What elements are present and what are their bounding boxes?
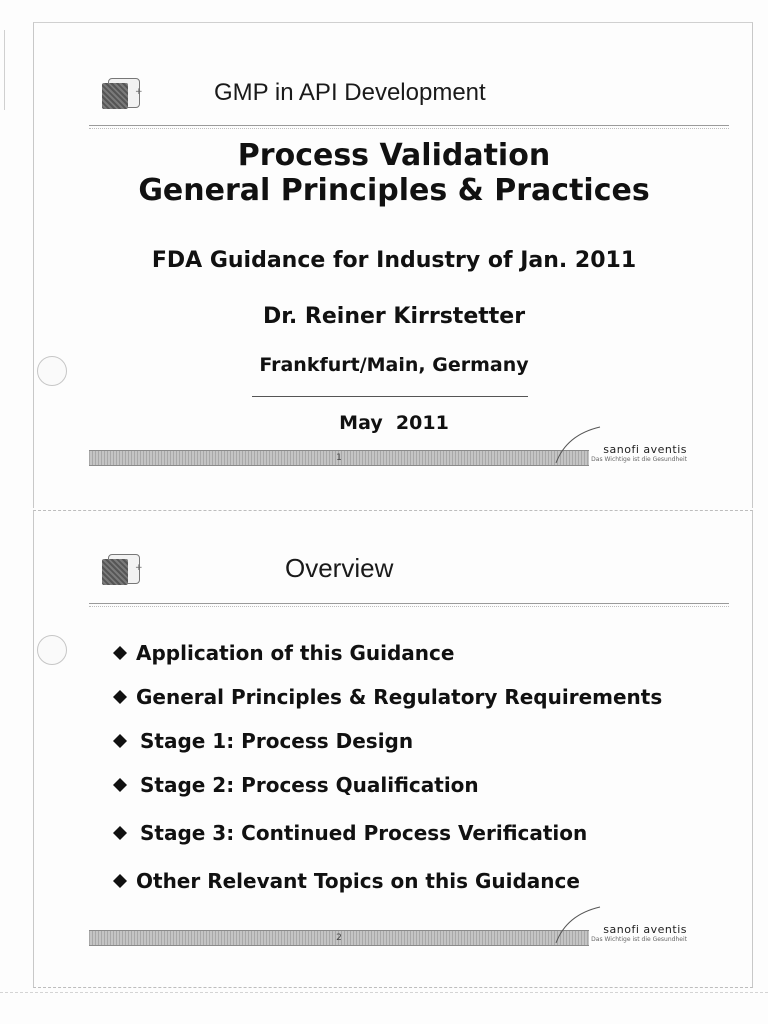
slide-title-line-1: Process Validation <box>237 138 551 173</box>
diamond-bullet-icon <box>112 777 128 793</box>
author-name: Dr. Reiner Kirrstetter <box>262 304 526 329</box>
header-rule <box>89 125 729 129</box>
overview-bullet-list <box>112 631 732 903</box>
brand-tagline: Das Wichtige ist die Gesundheit <box>591 456 687 463</box>
footer-bar <box>89 930 589 946</box>
footer-bar <box>89 450 589 466</box>
author-location: Frankfurt/Main, Germany <box>259 354 529 376</box>
brand-name: sanofi aventis <box>603 443 687 456</box>
list-item <box>112 719 732 763</box>
overlapping-squares-icon: + <box>102 75 142 113</box>
list-item <box>112 675 732 719</box>
header-rule <box>89 603 729 607</box>
slide-header: GMP in API Development <box>214 79 486 106</box>
brand-name: sanofi aventis <box>603 923 687 936</box>
diamond-bullet-icon <box>112 645 128 661</box>
page-bottom-edge <box>0 992 768 993</box>
brand-logo <box>577 923 687 943</box>
bullet-text: General Principles & Regulatory Requirements <box>136 685 663 709</box>
list-item <box>112 859 732 903</box>
brand-logo <box>577 443 687 463</box>
bullet-text: Stage 2: Process Qualification <box>140 773 479 797</box>
slide-2 <box>33 510 753 988</box>
list-item <box>112 811 732 855</box>
bullet-text: Stage 1: Process Design <box>140 729 414 753</box>
slide-subtitle: FDA Guidance for Industry of Jan. 2011 <box>151 248 637 273</box>
overlapping-squares-icon: + <box>102 551 142 589</box>
slide-header: Overview <box>285 553 394 583</box>
diamond-bullet-icon <box>112 689 128 705</box>
diamond-bullet-icon <box>112 733 128 749</box>
scan-edge-mark <box>4 30 5 110</box>
slide-title-line-2: General Principles & Practices <box>138 173 650 208</box>
presentation-date: May 2011 <box>339 412 449 434</box>
brand-tagline: Das Wichtige ist die Gesundheit <box>591 936 687 943</box>
list-item <box>112 763 732 807</box>
bullet-text: Other Relevant Topics on this Guidance <box>136 869 580 893</box>
slide-1 <box>33 22 753 508</box>
bullet-text: Stage 3: Continued Process Verification <box>140 821 588 845</box>
diamond-bullet-icon <box>112 873 128 889</box>
page-number: 1 <box>336 453 342 463</box>
list-item <box>112 631 732 675</box>
diamond-bullet-icon <box>112 825 128 841</box>
page-number: 2 <box>336 933 342 943</box>
date-rule <box>252 396 528 397</box>
bullet-text: Application of this Guidance <box>136 641 455 665</box>
